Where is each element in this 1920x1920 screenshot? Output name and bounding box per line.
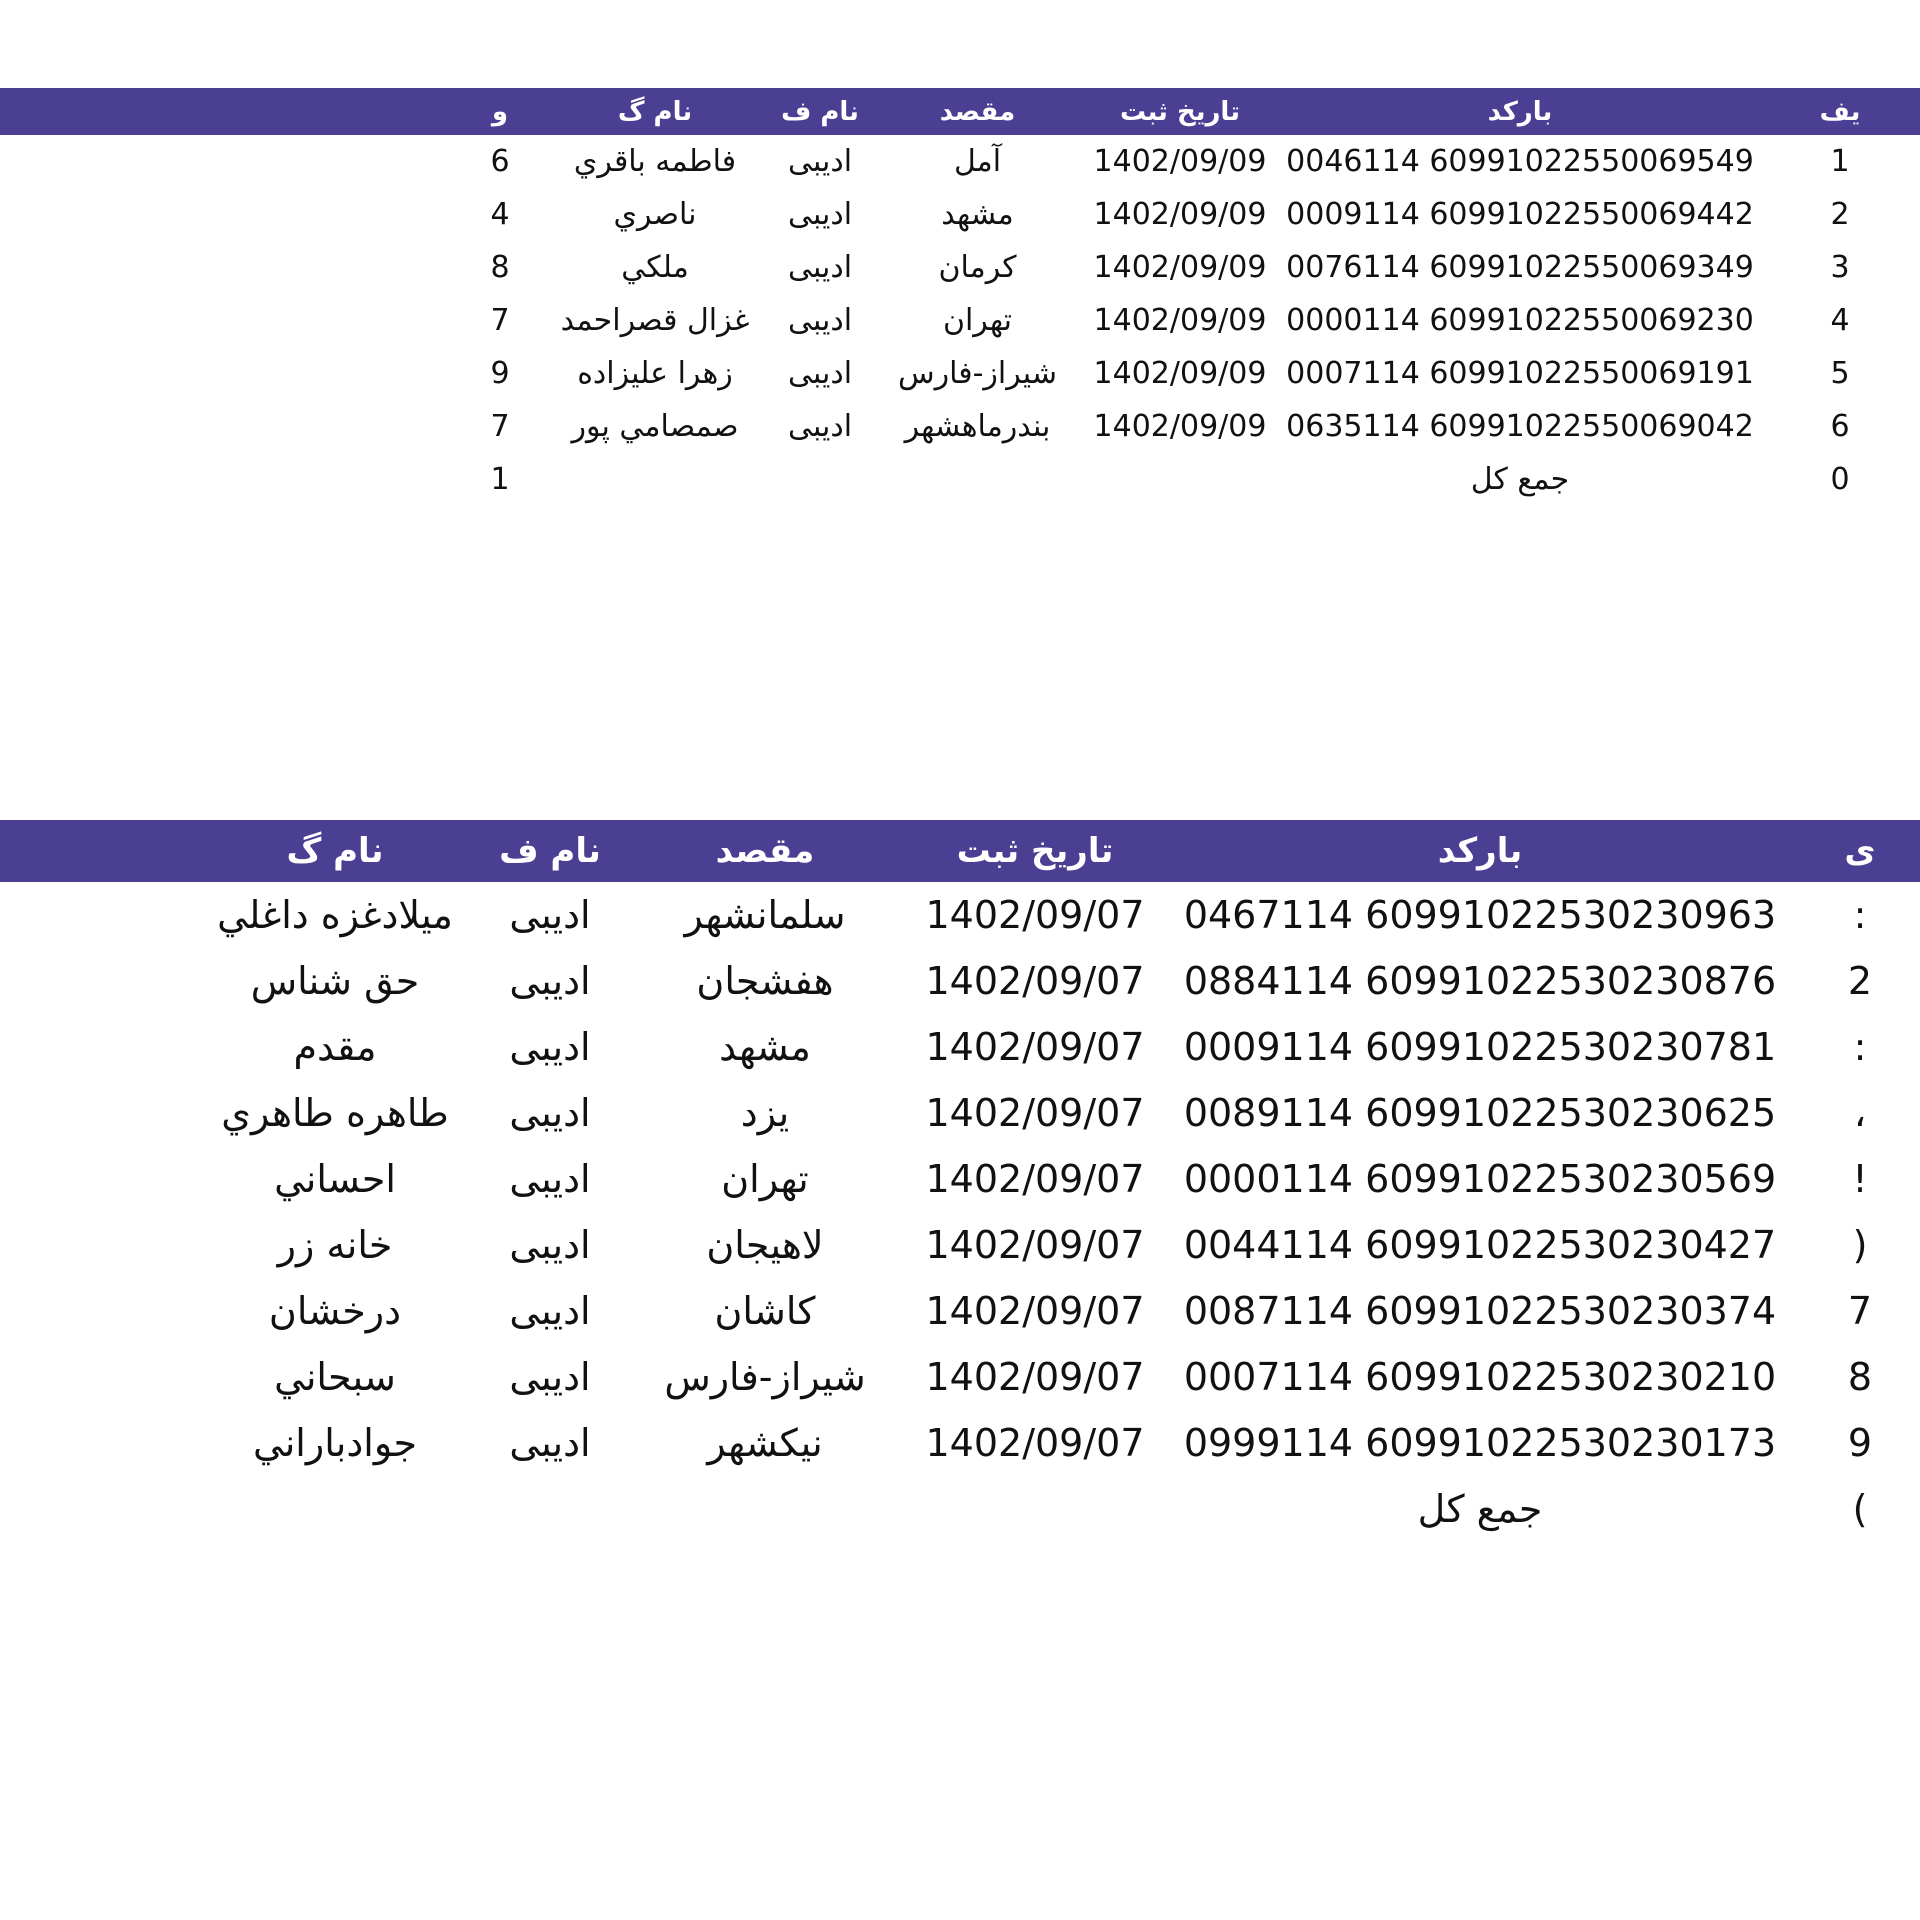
table-row[interactable] — [0, 400, 1920, 453]
table-row[interactable] — [0, 1344, 1920, 1410]
cell-barcode: 60991022550069349 0076114 — [1280, 241, 1760, 294]
cell-name-f: ادیبی — [480, 882, 620, 948]
column-header-spacer — [0, 820, 190, 882]
report-table-two — [0, 820, 1920, 1542]
cell-barcode: 60991022550069230 0000114 — [1280, 294, 1760, 347]
cell-name-g: جوادباراني — [190, 1410, 480, 1476]
cell-barcode: 60991022550069549 0046114 — [1280, 135, 1760, 188]
cell-date: 1402/09/07 — [910, 1344, 1160, 1410]
cell-spacer — [765, 453, 875, 506]
cell-name-f: ادیبی — [480, 1278, 620, 1344]
cell-rownum: 8 — [1800, 1344, 1920, 1410]
cell-total-label: جمع کل — [1280, 453, 1760, 506]
cell-date: 1402/09/09 — [1080, 400, 1280, 453]
barcode-table — [0, 820, 1920, 1542]
cell-date: 1402/09/09 — [1080, 294, 1280, 347]
cell-total-weight: 1 — [455, 453, 545, 506]
cell-spacer — [0, 241, 455, 294]
table-row[interactable] — [0, 347, 1920, 400]
cell-name-g: ناصري — [545, 188, 765, 241]
cell-barcode: 60991022530230374 0087114 — [1160, 1278, 1800, 1344]
cell-destination: هفشجان — [620, 948, 910, 1014]
cell-date: 1402/09/07 — [910, 1080, 1160, 1146]
cell-barcode: 60991022530230876 0884114 — [1160, 948, 1800, 1014]
column-header-spacer — [0, 88, 455, 135]
cell-rownum: ، — [1800, 1080, 1920, 1146]
table-row[interactable] — [0, 1410, 1920, 1476]
table-row[interactable] — [0, 1080, 1920, 1146]
cell-spacer — [910, 1476, 1160, 1542]
cell-date: 1402/09/07 — [910, 1278, 1160, 1344]
table-row[interactable] — [0, 1212, 1920, 1278]
cell-spacer — [0, 948, 190, 1014]
cell-name-f: ادیبی — [480, 1212, 620, 1278]
cell-destination: مشهد — [875, 188, 1080, 241]
cell-name-g: ملکي — [545, 241, 765, 294]
table-total-row — [0, 453, 1920, 506]
column-header-barcode[interactable]: بارکد — [1280, 88, 1760, 135]
cell-destination: شیراز-فارس — [875, 347, 1080, 400]
cell-date: 1402/09/07 — [910, 1014, 1160, 1080]
header-row — [0, 88, 1920, 135]
cell-name-g: خانه زر — [190, 1212, 480, 1278]
table-header — [0, 820, 1920, 882]
cell-spacer — [875, 453, 1080, 506]
report-table-one — [0, 88, 1920, 506]
cell-spacer — [1080, 453, 1280, 506]
cell-barcode: 60991022550069191 0007114 — [1280, 347, 1760, 400]
cell-name-g: غزال قصراحمد — [545, 294, 765, 347]
cell-name-g: زهرا علیزاده — [545, 347, 765, 400]
cell-rownum: : — [1800, 882, 1920, 948]
cell-weight: 7 — [455, 294, 545, 347]
table-row[interactable] — [0, 1014, 1920, 1080]
cell-name-g: صمصامي پور — [545, 400, 765, 453]
cell-destination: تهران — [620, 1146, 910, 1212]
cell-date: 1402/09/07 — [910, 1410, 1160, 1476]
table-row[interactable] — [0, 294, 1920, 347]
column-header-rownum[interactable]: ی — [1800, 820, 1920, 882]
cell-spacer — [620, 1476, 910, 1542]
table-total-row — [0, 1476, 1920, 1542]
cell-name-g: میلادغزه داغلي — [190, 882, 480, 948]
cell-barcode: 60991022550069042 0635114 — [1280, 400, 1760, 453]
cell-spacer — [0, 1080, 190, 1146]
cell-date: 1402/09/07 — [910, 1146, 1160, 1212]
column-header-name-g[interactable]: نام گ — [190, 820, 480, 882]
cell-spacer — [545, 453, 765, 506]
cell-destination: سلمانشهر — [620, 882, 910, 948]
cell-rownum: 2 — [1760, 188, 1920, 241]
cell-name-f: ادیبی — [480, 1344, 620, 1410]
cell-barcode: 60991022530230781 0009114 — [1160, 1014, 1800, 1080]
cell-spacer — [0, 1410, 190, 1476]
cell-spacer — [190, 1476, 480, 1542]
cell-name-f: ادیبی — [480, 1146, 620, 1212]
cell-date: 1402/09/09 — [1080, 241, 1280, 294]
cell-name-g: سبحاني — [190, 1344, 480, 1410]
cell-rownum: 9 — [1800, 1410, 1920, 1476]
cell-name-g: طاهره طاهري — [190, 1080, 480, 1146]
cell-name-f: ادیبی — [765, 347, 875, 400]
cell-name-g: فاطمه باقري — [545, 135, 765, 188]
cell-rownum: : — [1800, 1014, 1920, 1080]
table-row[interactable] — [0, 241, 1920, 294]
column-header-rownum[interactable]: یف — [1760, 88, 1920, 135]
cell-destination: بندرماهشهر — [875, 400, 1080, 453]
cell-date: 1402/09/09 — [1080, 188, 1280, 241]
cell-spacer — [0, 453, 455, 506]
column-header-destination[interactable]: مقصد — [875, 88, 1080, 135]
cell-destination: کرمان — [875, 241, 1080, 294]
column-header-date[interactable]: تاریخ ثبت — [910, 820, 1160, 882]
cell-rownum: 2 — [1800, 948, 1920, 1014]
cell-total-rownum: ) — [1800, 1476, 1920, 1542]
cell-destination: آمل — [875, 135, 1080, 188]
column-header-name-g[interactable]: نام گ — [545, 88, 765, 135]
cell-total-rownum: 0 — [1760, 453, 1920, 506]
cell-destination: مشهد — [620, 1014, 910, 1080]
barcode-table — [0, 88, 1920, 506]
cell-rownum: ( — [1800, 1212, 1920, 1278]
cell-rownum: 3 — [1760, 241, 1920, 294]
column-header-weight[interactable]: و — [455, 88, 545, 135]
cell-name-f: ادیبی — [765, 188, 875, 241]
cell-name-f: ادیبی — [480, 1014, 620, 1080]
cell-spacer — [0, 347, 455, 400]
cell-weight: 4 — [455, 188, 545, 241]
column-header-barcode[interactable]: باركد — [1160, 820, 1800, 882]
cell-barcode: 60991022530230625 0089114 — [1160, 1080, 1800, 1146]
cell-spacer — [0, 1014, 190, 1080]
table-row[interactable] — [0, 948, 1920, 1014]
cell-rownum: ! — [1800, 1146, 1920, 1212]
cell-weight: 6 — [455, 135, 545, 188]
table-row[interactable] — [0, 135, 1920, 188]
cell-spacer — [0, 1476, 190, 1542]
cell-spacer — [0, 882, 190, 948]
table-row[interactable] — [0, 188, 1920, 241]
cell-name-g: احساني — [190, 1146, 480, 1212]
table-row[interactable] — [0, 882, 1920, 948]
table-body — [0, 135, 1920, 506]
cell-name-f: ادیبی — [480, 1080, 620, 1146]
cell-spacer — [0, 1344, 190, 1410]
table-row[interactable] — [0, 1146, 1920, 1212]
cell-name-g: مقدم — [190, 1014, 480, 1080]
cell-destination: شیراز-فارس — [620, 1344, 910, 1410]
cell-rownum: 4 — [1760, 294, 1920, 347]
cell-spacer — [0, 135, 455, 188]
cell-date: 1402/09/07 — [910, 948, 1160, 1014]
cell-rownum: 7 — [1800, 1278, 1920, 1344]
column-header-name-f[interactable]: نام ف — [765, 88, 875, 135]
cell-barcode: 60991022530230210 0007114 — [1160, 1344, 1800, 1410]
cell-barcode: 60991022530230569 0000114 — [1160, 1146, 1800, 1212]
cell-spacer — [0, 1212, 190, 1278]
cell-name-f: ادیبی — [765, 400, 875, 453]
cell-name-g: حق شناس — [190, 948, 480, 1014]
cell-destination: یزد — [620, 1080, 910, 1146]
column-header-destination[interactable]: مقصد — [620, 820, 910, 882]
cell-name-f: ادیبی — [480, 948, 620, 1014]
cell-barcode: 60991022550069442 0009114 — [1280, 188, 1760, 241]
cell-name-f: ادیبی — [765, 241, 875, 294]
cell-weight: 9 — [455, 347, 545, 400]
cell-spacer — [480, 1476, 620, 1542]
table-header — [0, 88, 1920, 135]
cell-spacer — [0, 400, 455, 453]
cell-name-f: ادیبی — [765, 135, 875, 188]
cell-rownum: 1 — [1760, 135, 1920, 188]
cell-name-f: ادیبی — [480, 1410, 620, 1476]
cell-date: 1402/09/07 — [910, 1212, 1160, 1278]
cell-destination: تهران — [875, 294, 1080, 347]
cell-barcode: 60991022530230427 0044114 — [1160, 1212, 1800, 1278]
cell-spacer — [0, 294, 455, 347]
column-header-date[interactable]: تاریخ ثبت — [1080, 88, 1280, 135]
cell-barcode: 60991022530230963 0467114 — [1160, 882, 1800, 948]
cell-weight: 7 — [455, 400, 545, 453]
cell-date: 1402/09/09 — [1080, 135, 1280, 188]
cell-destination: کاشان — [620, 1278, 910, 1344]
cell-destination: لاهیجان — [620, 1212, 910, 1278]
cell-total-label: جمع کل — [1160, 1476, 1800, 1542]
cell-date: 1402/09/09 — [1080, 347, 1280, 400]
cell-date: 1402/09/07 — [910, 882, 1160, 948]
cell-spacer — [0, 1278, 190, 1344]
cell-spacer — [0, 188, 455, 241]
table-row[interactable] — [0, 1278, 1920, 1344]
cell-rownum: 6 — [1760, 400, 1920, 453]
cell-weight: 8 — [455, 241, 545, 294]
cell-barcode: 60991022530230173 0999114 — [1160, 1410, 1800, 1476]
column-header-name-f[interactable]: نام ف — [480, 820, 620, 882]
header-row — [0, 820, 1920, 882]
cell-name-g: درخشان — [190, 1278, 480, 1344]
cell-destination: نیکشهر — [620, 1410, 910, 1476]
table-body — [0, 882, 1920, 1542]
cell-rownum: 5 — [1760, 347, 1920, 400]
cell-spacer — [0, 1146, 190, 1212]
cell-name-f: ادیبی — [765, 294, 875, 347]
